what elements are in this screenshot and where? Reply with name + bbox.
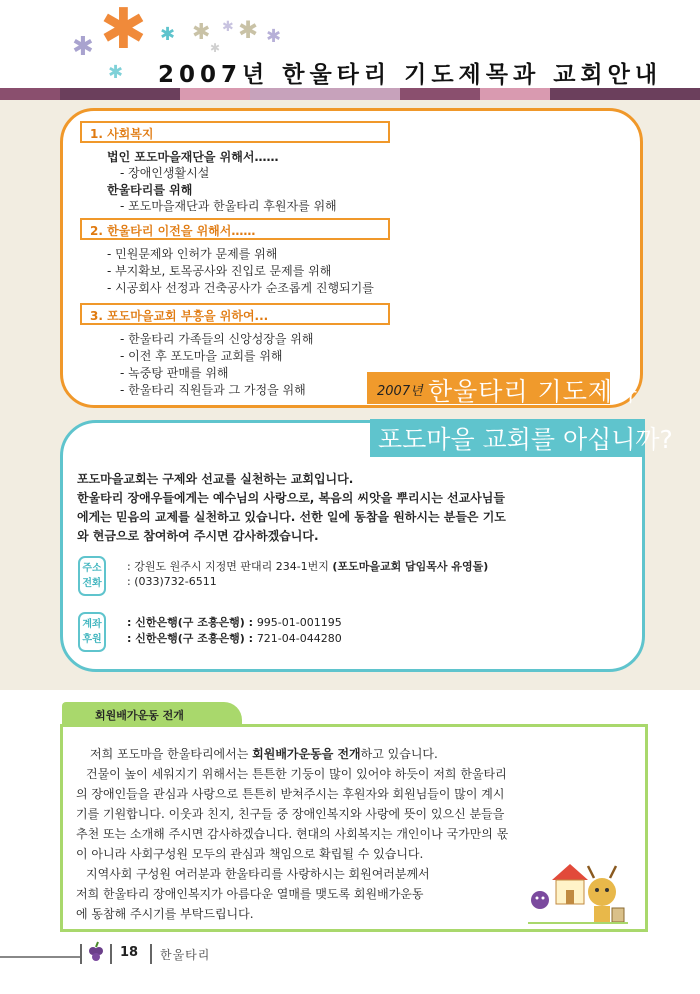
address-text: : 강원도 원주시 지정면 판대리 234-1번지 [127,560,333,573]
section-3-line: - 이전 후 포도마을 교회를 위해 [120,349,283,363]
bank-name: : 신한은행(구 조흥은행) : [127,616,257,629]
church-paragraph-line: 에게는 믿음의 교제를 실천하고 있습니다. 선한 일에 동참을 원하시는 분들은 기도 [77,510,506,524]
address-line [127,558,488,574]
contact-tag [78,556,106,596]
magazine-name: 한울타리 [160,948,211,962]
membership-line: 이 아니라 사회구성원 모두의 관심과 책임으로 확립될 수 있습니다. [76,847,424,861]
footer-divider [110,944,112,964]
small-lavender-star-icon: ✱ [222,19,234,35]
section-2-line: - 부지확보, 토목공사와 진입로 문제를 위해 [107,264,332,278]
membership-line: 저희 한울타리 장애인복지가 아름다운 열매를 맺도록 회원배가운동 [76,887,424,901]
lavender-star-icon: ✱ [72,32,94,62]
membership-line: 에 동참해 주시기를 부탁드립니다. [76,907,254,921]
section-3-line: - 한울타리 가족들의 신앙성장을 위해 [120,332,314,346]
account-line-1 [127,614,342,630]
membership-emphasis: 회원배가운동을 전개 [252,747,361,761]
membership-line: 지역사회 구성원 여러분과 한울타리를 사랑하시는 회원여러분께서 [86,867,430,881]
header-stripe [0,88,700,100]
beige-star-icon: ✱ [192,20,211,45]
section-1-line: 한울타리를 위해 [107,183,193,197]
lavender-star-2-icon: ✱ [266,26,282,47]
footer-divider [150,944,152,964]
section-1-line: - 장애인생활시설 [120,166,210,180]
section-1-line: 법인 포도마을재단을 위해서…… [107,150,279,164]
church-paragraph-line: 한울타리 장애우들에게는 예수님의 사랑으로, 복음의 씨앗을 뿌리시는 선교사님들 [77,491,505,505]
big-orange-star-icon: ✱ [100,0,147,62]
beige-star-2-icon: ✱ [238,16,259,44]
account-line-2 [127,630,342,646]
banner-year: 2007년 [377,384,423,399]
church-paragraph-line: 와 현금으로 참여하여 주시면 감사하겠습니다. [77,529,319,543]
section-1-heading: 1. 사회복지 [80,121,390,143]
section-2-line: - 시공회사 선정과 건축공사가 순조롭게 진행되기를 [107,281,374,295]
grape-icon [86,940,106,964]
membership-tab-label: 회원배가운동 전개 [95,709,184,722]
section-3-line: - 한울타리 직원들과 그 가정을 위해 [120,383,306,397]
section-3-heading: 3. 포도마을교회 부흥을 위하여... [80,303,390,325]
church-title: 포도마을 교회를 아십니까? [378,425,673,454]
section-2-line: - 민원문제와 인허가 문제를 위해 [107,247,278,261]
membership-line: 추천 또는 소개해 주시면 감사하겠습니다. 현대의 사회복지는 개인이나 국가만의 몫 [76,827,509,841]
page-number: 18 [120,945,139,960]
footer-divider [80,944,82,964]
membership-text: 저희 포도마을 한울타리에서는 [90,747,253,761]
gray-star-icon: ✱ [210,41,221,55]
account-tag-bottom: 후원 [82,634,102,645]
account-number: 995-01-001195 [256,616,342,629]
account-tag-top: 계좌 [82,619,102,630]
mascot-illustration-icon [528,850,628,926]
membership-line [90,745,438,762]
teal-star-2-icon: ✱ [108,62,124,83]
contact-tag-address: 주소 [82,563,102,574]
church-paragraph-line: 포도마을교회는 구제와 선교를 실천하는 교회입니다. [77,472,354,486]
membership-line: 기를 기원합니다. 이웃과 친지, 친구들 중 장애인복지와 사랑에 뜻이 있으신 분들을 [76,807,505,821]
bank-name: : 신한은행(구 조흥은행) : [127,632,257,645]
contact-tag-phone: 전화 [82,578,102,589]
account-number: 721-04-044280 [256,632,342,645]
phone-line: : (033)732-6511 [127,575,217,588]
teal-star-icon: ✱ [160,24,176,45]
account-tag [78,612,106,652]
section-3-line: - 녹중탕 판매를 위해 [120,366,229,380]
page-title: 2007년 한울타리 기도제목과 교회안내 [158,62,663,88]
membership-text: 하고 있습니다. [360,747,438,761]
section-2-heading: 2. 한울타리 이전을 위해서…… [80,218,390,240]
section-1-line: - 포도마을재단과 한울타리 후원자를 위해 [120,199,337,213]
footer-rule [0,956,80,958]
banner-title: 한울타리 기도제목 [428,377,639,406]
membership-line: 건물이 높이 세워지기 위해서는 튼튼한 기둥이 많이 있어야 하듯이 저희 한울타리 [86,767,507,781]
membership-line: 의 장애인들을 관심과 사랑으로 튼튼히 받쳐주시는 후원자와 회원님들이 많이 계시 [76,787,505,801]
pastor-text: (포도마을교회 담임목사 유영돌) [332,560,489,573]
